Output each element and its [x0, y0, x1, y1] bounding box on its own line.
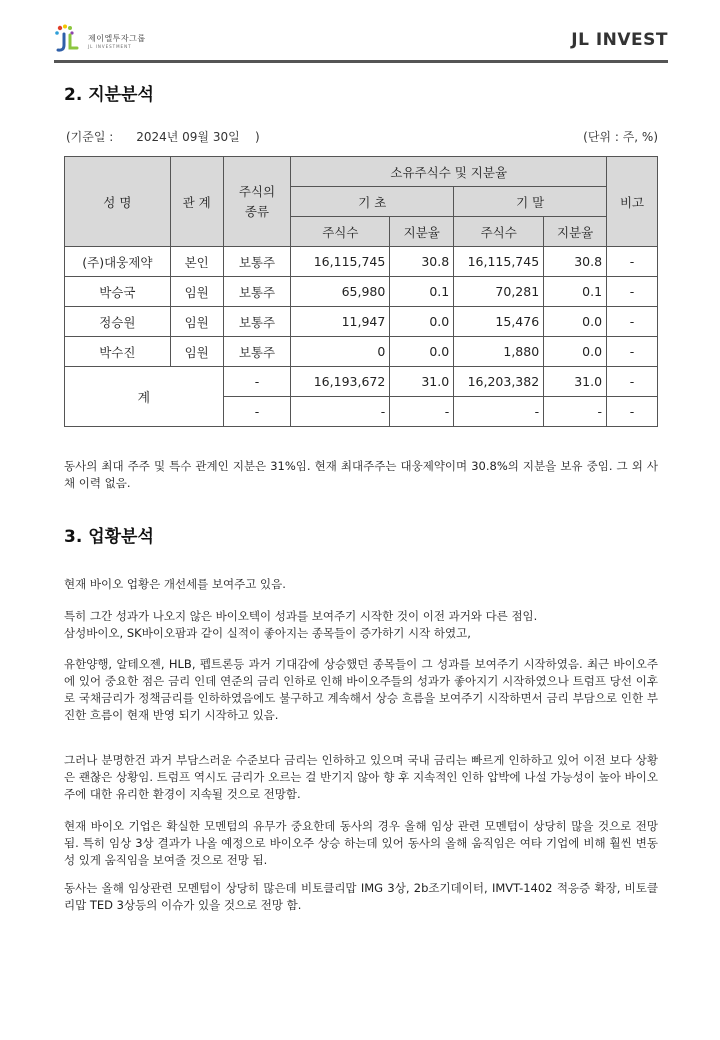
- cell-end-ratio: -: [544, 397, 607, 427]
- cell-note: -: [607, 397, 658, 427]
- col-header-relation: 관 계: [170, 157, 223, 247]
- cell-name: 박수진: [65, 337, 171, 367]
- cell-begin-shares: -: [291, 397, 390, 427]
- cell-type: 보통주: [223, 247, 291, 277]
- cell-begin-shares: 16,193,672: [291, 367, 390, 397]
- jl-logo-icon: [54, 24, 86, 54]
- industry-paragraph: 동사는 올해 임상관련 모멘텀이 상당히 많은데 비토클리맙 IMG 3상, 2b조기데이터, IMVT-1402 적응증 확장, 비토클리맙 TED 3상등의 이슈가 있을 것으로 전망 함.: [64, 881, 658, 912]
- cell-begin-shares: 0: [291, 337, 390, 367]
- unit-label: (단위 : 주, %): [583, 130, 658, 144]
- col-header-stock-type: 주식의 종류: [223, 157, 291, 247]
- cell-note: -: [607, 307, 658, 337]
- section-title-equity: 2. 지분분석: [64, 85, 154, 105]
- cell-end-ratio: 0.1: [544, 277, 607, 307]
- cell-end-shares: 15,476: [454, 307, 544, 337]
- industry-paragraph: 그러나 분명한건 과거 부담스러운 수준보다 금리는 인하하고 있으며 국내 금리는 빠르게 인하하고 있어 이전 보다 상황은 괜찮은 상황임. 트럼프 역시도 금리가 오르는 걸 반기지 않아 향 후 지속적인 인하 압박에 나설 가능성이 높아 바이오주에 대한 유리한 환경이 지속될 것으로 전망함.: [64, 753, 658, 801]
- cell-begin-ratio: 0.0: [390, 307, 454, 337]
- col-header-begin-shares: 주식수: [291, 217, 390, 247]
- col-header-group: 소유주식수 및 지분율: [291, 157, 607, 187]
- cell-type: 보통주: [223, 337, 291, 367]
- cell-note: -: [607, 247, 658, 277]
- cell-end-ratio: 0.0: [544, 307, 607, 337]
- section-title-industry: 3. 업황분석: [64, 527, 154, 547]
- cell-relation: 임원: [170, 307, 223, 337]
- cell-end-shares: -: [454, 397, 544, 427]
- equity-summary: 동사의 최대 주주 및 특수 관계인 지분은 31%임. 현재 최대주주는 대웅제약이며 30.8%의 지분을 보유 중임. 그 외 사채 이력 없음.: [64, 459, 658, 490]
- cell-note: -: [607, 367, 658, 397]
- cell-begin-shares: 11,947: [291, 307, 390, 337]
- table-total-row: [65, 367, 658, 397]
- industry-paragraph: 현재 바이오 업황은 개선세를 보여주고 있음.: [64, 577, 286, 591]
- cell-type: -: [223, 367, 291, 397]
- table-row: [65, 307, 658, 337]
- col-header-begin: 기 초: [291, 187, 454, 217]
- table-row: [65, 277, 658, 307]
- col-header-name: 성 명: [65, 157, 171, 247]
- col-header-note: 비고: [607, 157, 658, 247]
- cell-note: -: [607, 337, 658, 367]
- brand-name: JL INVEST: [571, 30, 668, 50]
- cell-end-shares: 1,880: [454, 337, 544, 367]
- cell-relation: 임원: [170, 277, 223, 307]
- cell-relation: 본인: [170, 247, 223, 277]
- cell-end-shares: 16,203,382: [454, 367, 544, 397]
- cell-name: 정승원: [65, 307, 171, 337]
- cell-begin-ratio: 0.1: [390, 277, 454, 307]
- logo-text: 제이엘투자그룹: [88, 34, 146, 43]
- cell-type: 보통주: [223, 277, 291, 307]
- cell-begin-ratio: 30.8: [390, 247, 454, 277]
- cell-begin-ratio: -: [390, 397, 454, 427]
- cell-type: -: [223, 397, 291, 427]
- industry-paragraph: 특히 그간 성과가 나오지 않은 바이오텍이 성과를 보여주기 시작한 것이 이전 과거와 다른 점임. 삼성바이오, SK바이오팜과 같이 실적이 좋아지는 종목들이 증가하기 시작 하였고,: [64, 609, 538, 640]
- base-date: (기준일 : 2024년 09월 30일 ): [66, 130, 260, 144]
- cell-begin-shares: 65,980: [291, 277, 390, 307]
- cell-end-ratio: 30.8: [544, 247, 607, 277]
- table-row: [65, 337, 658, 367]
- cell-end-shares: 70,281: [454, 277, 544, 307]
- logo-subtext: JL INVESTMENT: [88, 44, 132, 49]
- cell-end-ratio: 0.0: [544, 337, 607, 367]
- col-header-end-shares: 주식수: [454, 217, 544, 247]
- header-divider: [54, 60, 668, 63]
- col-header-end-ratio: 지분율: [544, 217, 607, 247]
- cell-name: (주)대웅제약: [65, 247, 171, 277]
- cell-note: -: [607, 277, 658, 307]
- page-header: [0, 0, 720, 70]
- col-header-end: 기 말: [454, 187, 607, 217]
- cell-end-shares: 16,115,745: [454, 247, 544, 277]
- cell-type: 보통주: [223, 307, 291, 337]
- industry-paragraph: 유한양행, 알테오젠, HLB, 펩트론등 과거 기대감에 상승했던 종목들이 그 성과를 보여주기 시작하였음. 최근 바이오주에 있어 중요한 점은 금리 인데 연준의 금리 인하로 인해 바이오주들의 성과가 좋아지기 시작하였으나 트럼프 당선 이후로 국채금리가 정책금리를 인하하였음에도 불구하고 계속해서 상승 흐름을 보여주기 시작하면서 금리 부담으로 인한 부진한 흐름이 현재 반영 되기 시작하고 있음.: [64, 657, 658, 722]
- shareholding-table: [64, 156, 658, 427]
- col-header-begin-ratio: 지분율: [390, 217, 454, 247]
- cell-begin-shares: 16,115,745: [291, 247, 390, 277]
- cell-relation: 임원: [170, 337, 223, 367]
- cell-begin-ratio: 0.0: [390, 337, 454, 367]
- table-row: [65, 247, 658, 277]
- cell-name: 박승국: [65, 277, 171, 307]
- industry-paragraph: 현재 바이오 기업은 확실한 모멘텀의 유무가 중요한데 동사의 경우 올해 임상 관련 모멘텀이 상당히 많을 것으로 전망 됨. 특히 임상 3상 결과가 나올 예정으로 바이오주 상승 하는데 있어 동사의 올해 움직임은 여타 기업에 비해 훨씬 변동성 있게 움직임을 보여줄 것으로 전망 됨.: [64, 819, 658, 867]
- cell-begin-ratio: 31.0: [390, 367, 454, 397]
- cell-end-ratio: 31.0: [544, 367, 607, 397]
- total-label: 계: [65, 367, 224, 427]
